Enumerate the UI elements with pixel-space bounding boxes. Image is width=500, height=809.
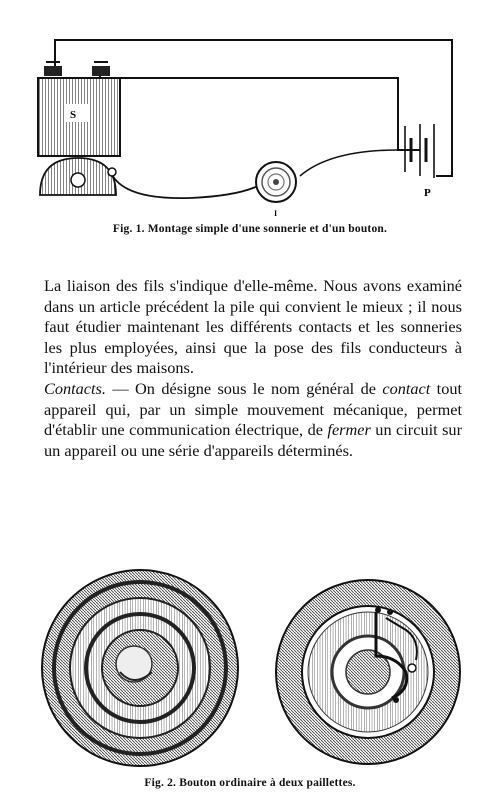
- closed-button-icon: [42, 570, 238, 766]
- figure-1-caption: Fig. 1. Montage simple d'une sonnerie et d'un bouton.: [112, 223, 388, 235]
- bell-icon: [38, 62, 120, 195]
- paragraph-1: La liaison des fils s'indique d'elle-même. Nous avons examiné dans un article précédent la pile qui convient le mieux ; il nous faut étudier maintenant les différents contacts et les sonneries les plus employées, ainsi que la pose des fils conducteurs à l'intérieur des maisons.: [44, 276, 462, 378]
- wire-button-to-pile: [300, 150, 398, 176]
- wiring-diagram: [0, 0, 500, 222]
- wire-to-button: [110, 170, 262, 198]
- article-body: [44, 276, 462, 461]
- push-button-icon: [256, 162, 296, 202]
- paragraph-2: Contacts. — On désigne sous le nom général de contact tout appareil qui, par un simple mouvement mécanique, permet d'établir une communication électrique, de fermer un circuit sur un appareil ou une série d'appareils déterminés.: [44, 378, 463, 460]
- term-contact: contact: [382, 378, 431, 398]
- wire-inner: [100, 70, 420, 150]
- button-label: I: [274, 209, 278, 218]
- figure-1: [0, 0, 500, 245]
- button-illustration: [0, 560, 500, 775]
- opened-button-icon: [276, 580, 460, 764]
- figure-2-caption: Fig. 2. Bouton ordinaire à deux paillettes.: [144, 777, 356, 789]
- term-fermer: fermer: [327, 420, 371, 440]
- bell-label: S: [70, 109, 77, 121]
- pile-label: P: [424, 187, 431, 199]
- section-heading: Contacts.: [44, 378, 106, 398]
- figure-2: [0, 560, 500, 775]
